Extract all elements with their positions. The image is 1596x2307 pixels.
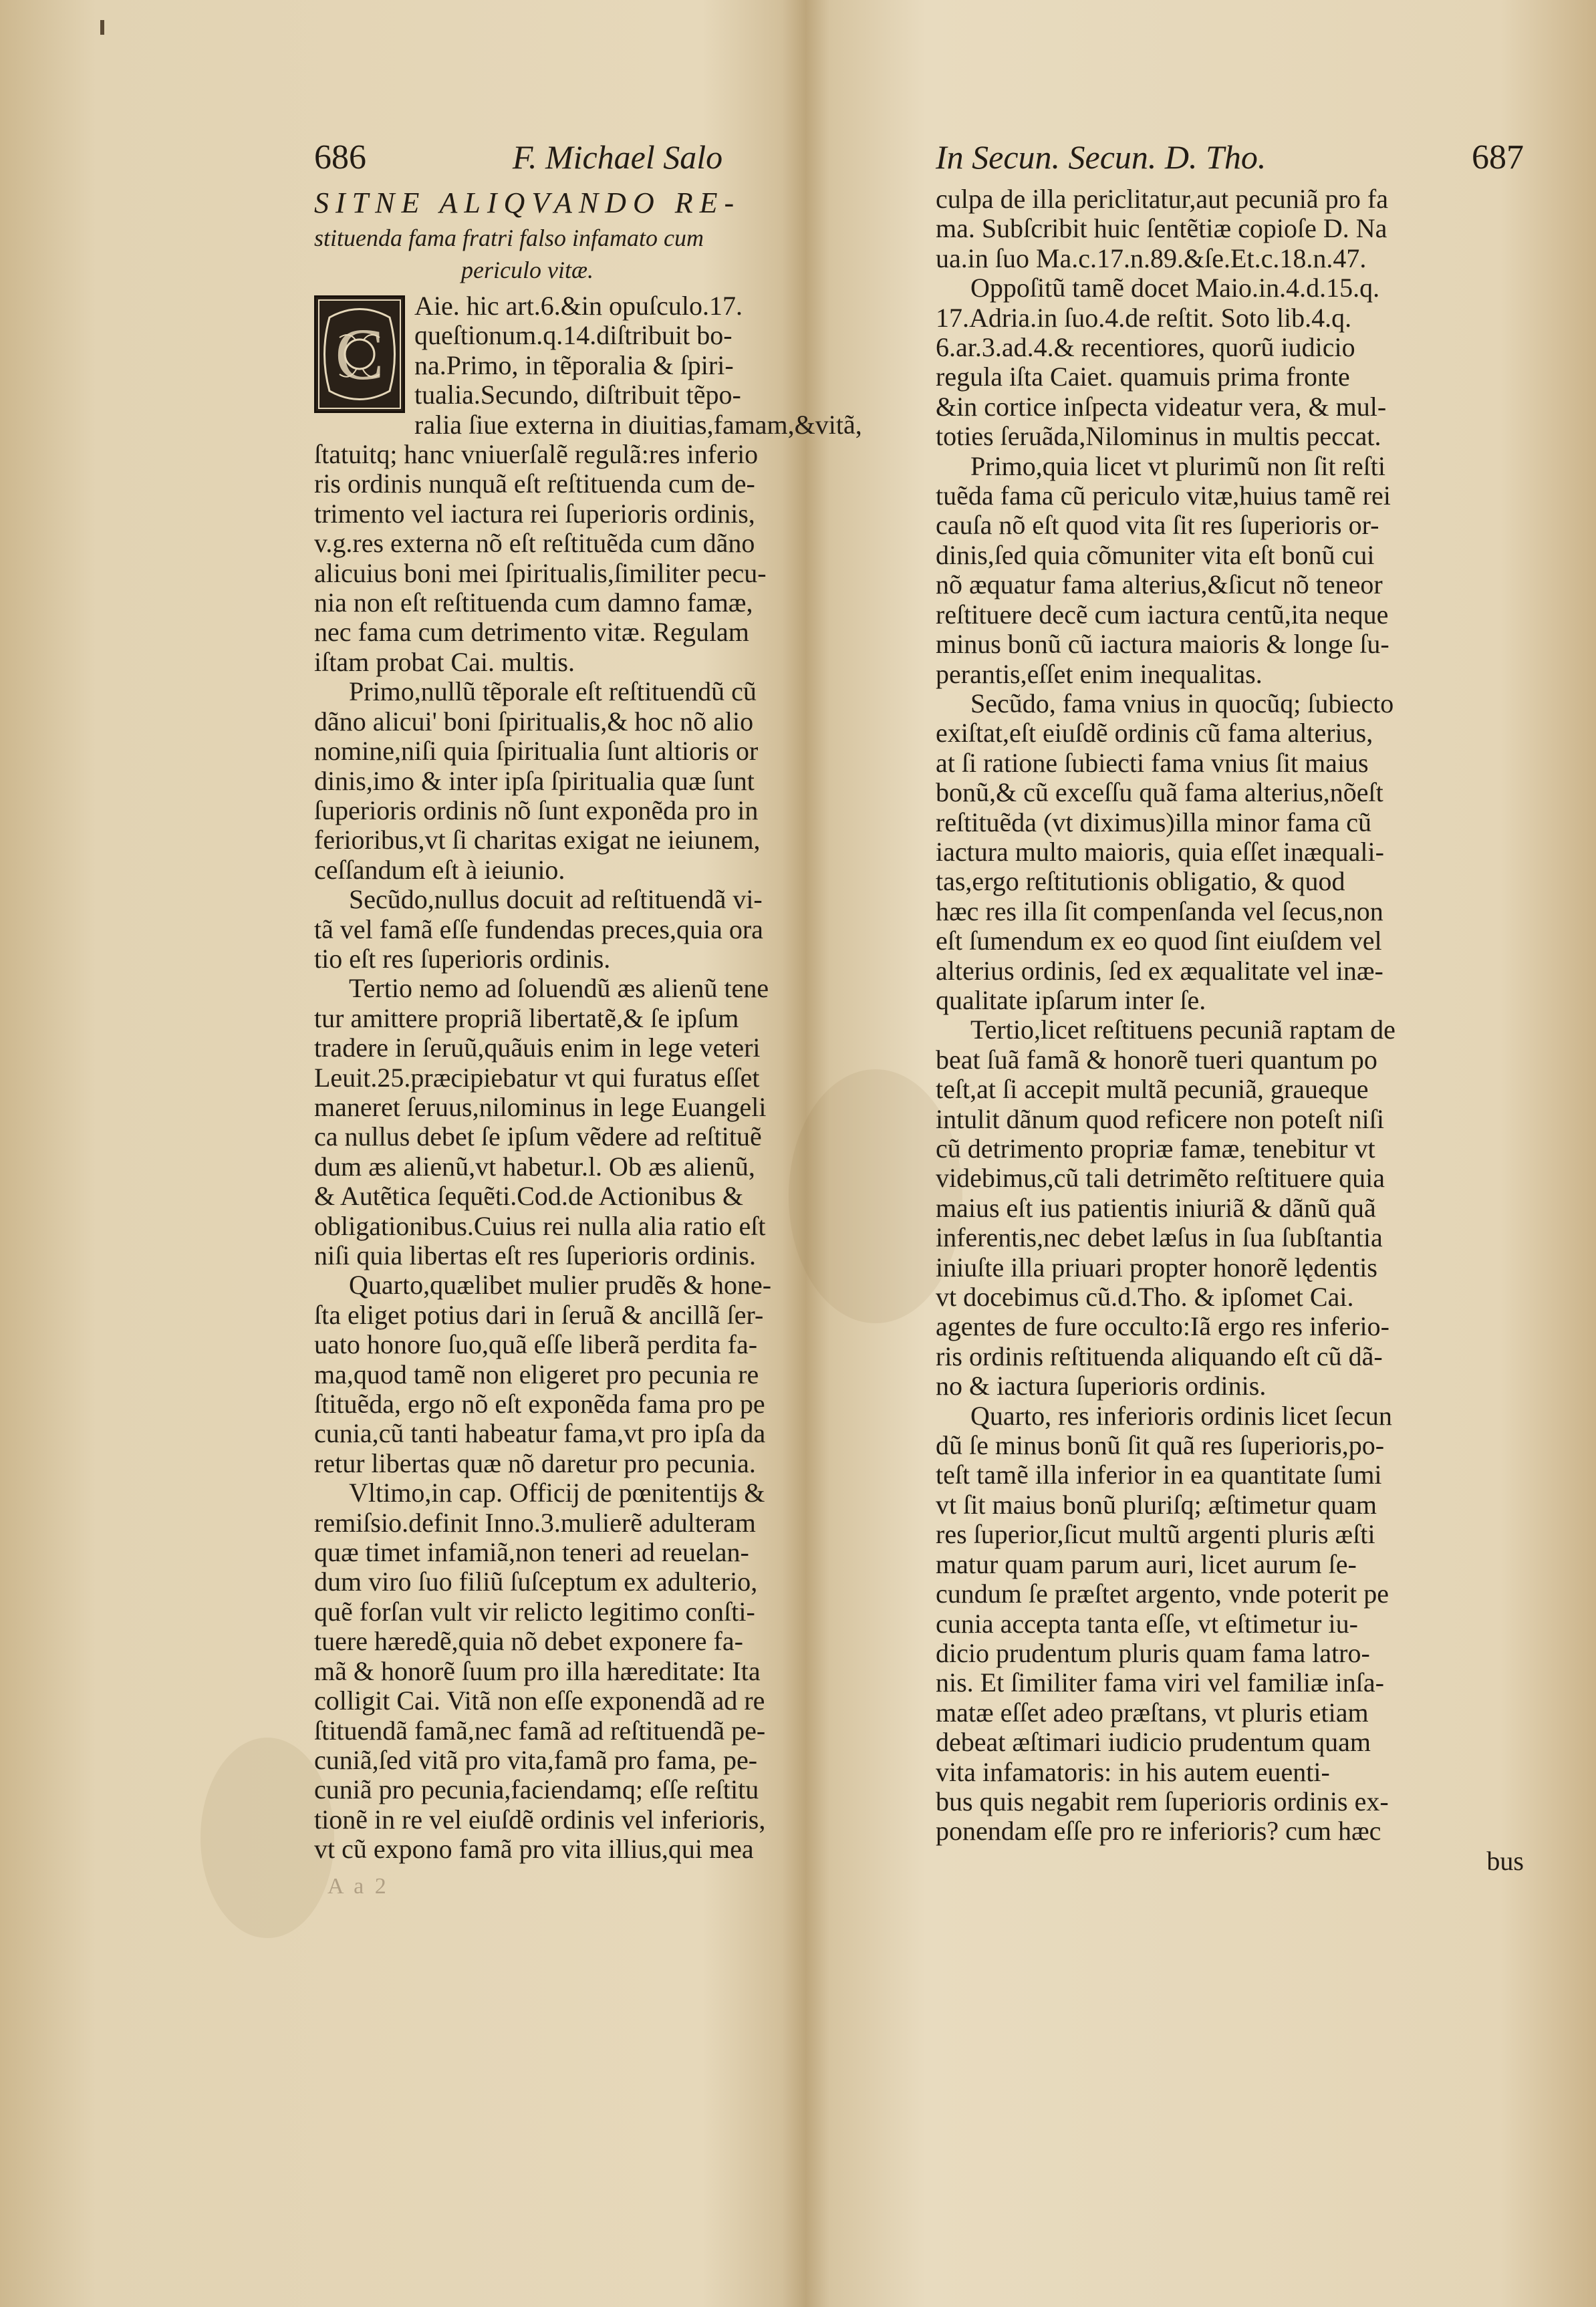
text-line: tuẽda fama cũ periculo vitæ,huius tamẽ rei: [936, 481, 1391, 511]
text-line: reſtituere decẽ cum iactura centũ,ita neque: [936, 599, 1389, 630]
body-text-block: [314, 291, 909, 1865]
text-line: Quarto, res inferioris ordinis licet ſecun: [970, 1401, 1392, 1431]
text-line: nomine,niſi quia ſpiritualia ſunt altioris or: [314, 736, 759, 767]
text-line: & Autẽtica ſequẽti.Cod.de Actionibus &: [314, 1182, 744, 1212]
text-line: Leuit.25.præcipiebatur vt qui furatus eſſet: [314, 1063, 760, 1093]
text-line: cuniã,ſed vitã pro vita,famã pro fama, pe-: [314, 1745, 758, 1775]
text-line: ris ordinis reſtituenda aliquando eſt cũ dã-: [936, 1341, 1383, 1371]
text-line: dum viro ſuo filiũ ſuſceptum ex adulterio,: [314, 1567, 758, 1597]
text-line: debeat æſtimari iudicio prudentum quam: [936, 1728, 1371, 1758]
text-line: Oppoſitũ tamẽ docet Maio.in.4.d.15.q.: [970, 273, 1380, 303]
text-line: dinis,ſed quia cõmuniter vita eſt bonũ cui: [936, 540, 1375, 570]
text-line: tionẽ in re vel eiuſdẽ ordinis vel inferioris,: [314, 1804, 766, 1835]
text-line: ma. Subſcribit huic ſentẽtiæ copioſe D. Na: [936, 214, 1387, 244]
text-line: teſt,at ſi accepit multã pecuniã, graueque: [936, 1075, 1369, 1105]
text-line: Tertio nemo ad ſoluendũ æs alienũ tene: [349, 974, 769, 1004]
text-line: Primo,quia licet vt plurimũ non ſit reſti: [970, 451, 1386, 481]
text-line: vt cũ expono famã pro vita illius,qui mea: [314, 1835, 754, 1865]
text-line: dicio prudentum pluris quam fama latro-: [936, 1638, 1370, 1668]
text-line: tur amittere propriã libertatẽ,& ſe ipſum: [314, 1003, 739, 1033]
text-line: hæc res illa ſit compenſanda vel ſecus,non: [936, 896, 1383, 926]
text-line: 6.ar.3.ad.4.& recentiores, quorũ iudicio: [936, 333, 1355, 363]
left-page: [314, 134, 909, 1899]
text-line: beat ſuã famã & honorẽ tueri quantum po: [936, 1045, 1377, 1075]
left-running-title: F. Michael Salo: [512, 138, 723, 176]
text-line: exiſtat,eſt eiuſdẽ ordinis cũ fama alterius,: [936, 718, 1373, 749]
dropcap-letter: C: [335, 313, 384, 395]
text-line: remiſsio.definit Inno.3.mulierẽ adulteram: [314, 1508, 756, 1538]
text-line: tradere in ſeruũ,quãuis enim in lege veteri: [314, 1033, 761, 1063]
text-line: ferioribus,vt ſi charitas exigat ne ieiunem,: [314, 825, 761, 855]
text-line: ſta eliget potius dari in ſeruã & ancillã ſer-: [314, 1300, 764, 1330]
text-line: at ſi ratione ſubiecti fama vnius ſit maius: [936, 748, 1369, 778]
text-line: inferentis,nec debet læſus in ſua ſubſtantia: [936, 1223, 1383, 1253]
text-line: alterius ordinis, ſed ex æqualitate vel inæ-: [936, 956, 1383, 986]
text-line: retur libertas quæ nõ daretur pro pecunia.: [314, 1448, 756, 1478]
text-line: ua.in ſuo Ma.c.17.n.89.&ſe.Et.c.18.n.47.: [936, 243, 1367, 273]
text-line: ponendam eſſe pro re inferioris? cum hæc: [936, 1816, 1381, 1847]
text-line: tas,ergo reſtitutionis obligatio, & quod: [936, 867, 1345, 897]
text-line: v.g.res externa nõ eſt reſtituẽda cum dãno: [314, 529, 755, 559]
text-line: eſt ſumendum ex eo quod ſint eiuſdem vel: [936, 926, 1382, 956]
section-title: [314, 184, 909, 286]
text-line: mã & honorẽ ſuum pro illa hæreditate: Ita: [314, 1656, 761, 1686]
right-running-head: [936, 134, 1524, 180]
text-line: uato honore ſuo,quã eſſe liberã perdita fa-: [314, 1330, 758, 1360]
text-line: tuere hæredẽ,quia nõ debet exponere fa-: [314, 1627, 743, 1657]
text-line: ralia ſiue externa in diuitias,famam,&vitã,: [414, 410, 862, 440]
text-line: agentes de fure occulto:Iã ergo res inferio-: [936, 1312, 1389, 1342]
left-body-text: [314, 291, 909, 1865]
text-line: perantis,eſſet enim inequalitas.: [936, 659, 1262, 689]
text-line: alicuius boni mei ſpiritualis,ſimiliter pecu-: [314, 558, 767, 588]
text-line: ma,quod tamẽ non eligeret pro pecunia re: [314, 1359, 759, 1389]
text-line: Secũdo,nullus docuit ad reſtituendã vi-: [349, 885, 763, 915]
text-line: intulit dãnum quod reficere non poteſt niſi: [936, 1104, 1384, 1134]
text-line: Vltimo,in cap. Officij de pœnitentijs &: [349, 1478, 765, 1508]
text-line: Aie. hic art.6.&in opuſculo.17.: [414, 291, 743, 321]
text-line: regula iſta Caiet. quamuis prima fronte: [936, 362, 1350, 392]
text-line: teſt tamẽ illa inferior in ea quantitate ſumi: [936, 1460, 1382, 1490]
text-line: dum æs alienũ,vt habetur.l. Ob æs alienũ,: [314, 1151, 755, 1182]
text-line: trimento vel iactura rei ſuperioris ordinis,: [314, 499, 755, 529]
text-line: ſuperioris ordinis nõ ſunt exponẽda pro in: [314, 795, 759, 825]
title-line-2: stituenda fama fratri falso infamato cum: [314, 225, 704, 251]
title-line-3: periculo vitæ.: [461, 257, 593, 283]
text-line: cũ detrimento propriæ famæ, tenebitur vt: [936, 1134, 1375, 1164]
text-line: ſtatuitq; hanc vniuerſalẽ regulã:res inferio: [314, 440, 759, 470]
text-line: Secũdo, fama vnius in quocũq; ſubiecto: [970, 688, 1394, 718]
text-line: quæ timet infamiã,non teneri ad reuelan-: [314, 1538, 749, 1568]
text-line: culpa de illa periclitatur,aut pecuniã pro fa: [936, 184, 1388, 214]
text-line: cunia,cũ tanti habeatur fama,vt pro ipſa da: [314, 1419, 766, 1449]
text-line: Tertio,licet reſtituens pecuniã raptam de: [970, 1015, 1395, 1045]
text-line: nis. Et ſimiliter fama viri vel familiæ inſa-: [936, 1668, 1384, 1698]
text-line: reſtituẽda (vt diximus)illa minor fama cũ: [936, 807, 1372, 837]
signature-mark: A a 2: [327, 1873, 389, 1899]
text-line: nia non eſt reſtituenda cum damno famæ,: [314, 588, 753, 618]
text-line: ris ordinis nunquã eſt reſtituenda cum de-: [314, 469, 755, 499]
text-line: Quarto,quælibet mulier prudẽs & hone-: [349, 1270, 772, 1301]
text-line: vt ſit maius bonũ pluriſq; æſtimetur quam: [936, 1490, 1377, 1520]
text-line: dũ ſe minus bonũ ſit quã res ſuperioris,po-: [936, 1431, 1385, 1461]
right-page-number: 687: [1472, 138, 1524, 176]
text-line: matur quam parum auri, licet aurum ſe-: [936, 1549, 1357, 1579]
text-line: niſi quia libertas eſt res ſuperioris ordinis.: [314, 1241, 756, 1270]
text-line: vt docebimus cũ.d.Tho. & ipſomet Cai.: [936, 1282, 1354, 1313]
page-mark: [100, 20, 104, 35]
text-line: vita infamatoris: in his autem euenti-: [936, 1757, 1330, 1787]
text-line: minus bonũ cũ iactura maioris & longe ſu-: [936, 630, 1389, 660]
decorated-initial: [314, 295, 405, 413]
text-line: res ſuperior,ſicut multũ argenti pluris æſti: [936, 1520, 1375, 1550]
text-line: nec fama cum detrimento vitæ. Regulam: [314, 618, 749, 648]
text-line: obligationibus.Cuius rei nulla alia ratio eſt: [314, 1211, 766, 1241]
text-line: dinis,imo & inter ipſa ſpiritualia quæ ſunt: [314, 766, 755, 796]
text-line: cunia accepta tanta eſſe, vt eſtimetur iu-: [936, 1609, 1358, 1639]
text-line: tio eſt res ſuperioris ordinis.: [314, 944, 611, 974]
right-page: [936, 134, 1524, 1876]
text-line: ceſſandum eſt à ieiunio.: [314, 855, 565, 885]
text-line: cundum ſe præſtet argento, vnde poterit pe: [936, 1579, 1389, 1609]
right-body-text: [936, 184, 1524, 1847]
text-line: cauſa nõ eſt quod vita ſit res ſuperioris or-: [936, 511, 1379, 541]
text-line: cuniã pro pecunia,faciendamq; eſſe reſtitu: [314, 1775, 759, 1805]
left-running-head: [314, 134, 909, 180]
text-line: na.Primo, in tẽporalia & ſpiri-: [414, 350, 734, 380]
catchword: bus: [1486, 1845, 1524, 1876]
text-line: iſtam probat Cai. multis.: [314, 647, 575, 677]
text-line: bus quis negabit rem ſuperioris ordinis ex-: [936, 1786, 1389, 1816]
text-line: &in cortice inſpecta videatur vera, & mul-: [936, 392, 1387, 422]
text-line: matæ eſſet adeo præſtans, vt pluris etiam: [936, 1698, 1369, 1728]
text-line: tã vel famã eſſe fundendas preces,quia ora: [314, 914, 763, 944]
text-line: queſtionum.q.14.diſtribuit bo-: [414, 321, 733, 351]
text-line: ſtituendã famã,nec famã ad reſtituendã pe-: [314, 1716, 766, 1746]
text-line: ſtituẽda, ergo nõ eſt exponẽda fama pro pe: [314, 1389, 765, 1419]
text-line: qualitate ipſarum inter ſe.: [936, 985, 1206, 1015]
text-line: quẽ forſan vult vir relicto legitimo conſti-: [314, 1597, 755, 1627]
text-line: videbimus,cũ tali detrimẽto reſtituere quia: [936, 1164, 1385, 1194]
text-line: no & iactura ſuperioris ordinis.: [936, 1371, 1267, 1401]
right-running-title: In Secun. Secun. D. Tho.: [936, 138, 1267, 176]
text-line: dãno alicui' boni ſpiritualis,& hoc nõ alio: [314, 706, 754, 736]
text-line: 17.Adria.in ſuo.4.de reſtit. Soto lib.4.q.: [936, 303, 1352, 333]
text-line: iniuſte illa priuari propter honorẽ lędentis: [936, 1252, 1377, 1282]
text-line: toties ſeruãda,Nilominus in multis peccat.: [936, 422, 1381, 452]
text-line: iactura multo maioris, quia eſſet inæquali-: [936, 837, 1384, 867]
text-line: tualia.Secundo, diſtribuit tẽpo-: [414, 380, 741, 410]
text-line: maneret ſeruus,nilominus in lege Euangeli: [314, 1092, 767, 1122]
text-line: Primo,nullũ tẽporale eſt reſtituendũ cũ: [349, 677, 757, 707]
text-line: maius eſt ius patientis iniuriã & dãnũ quã: [936, 1193, 1376, 1223]
text-line: ca nullus debet ſe ipſum vẽdere ad reſtituẽ: [314, 1122, 762, 1152]
text-line: colligit Cai. Vitã non eſſe exponendã ad re: [314, 1686, 765, 1716]
text-line: nõ æquatur fama alterius,&ſicut nõ teneor: [936, 570, 1383, 600]
text-line: bonũ,& cũ exceſſu quã fama alterius,nõeſt: [936, 778, 1383, 808]
left-page-number: 686: [314, 138, 366, 176]
title-line-1: SITNE ALIQVANDO RE-: [314, 186, 741, 219]
